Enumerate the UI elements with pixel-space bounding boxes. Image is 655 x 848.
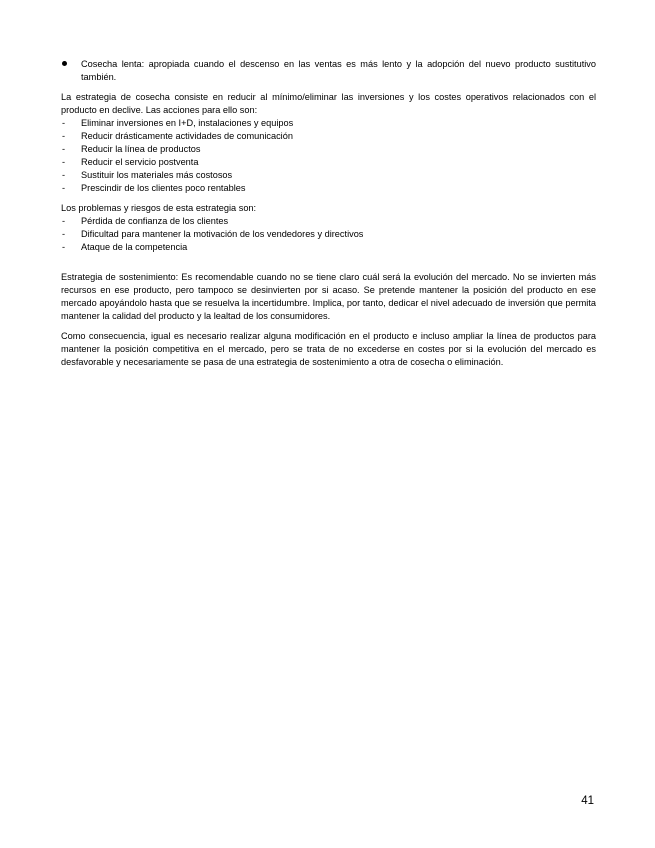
risks-intro: Los problemas y riesgos de esta estrategia son: [61, 203, 257, 213]
list-item: - Reducir la línea de productos [61, 143, 596, 156]
bullet-dot-icon [62, 61, 67, 66]
consequence-paragraph: Como consecuencia, igual es necesario realizar alguna modificación en el producto e incluso ampliar la línea de productos para mantener la posición competitiva en el mercado, pero se trata de no excederse en costes por si la evolución del mercado es desfavorable y necesariamente se pasa de una estrategia de sostenimiento a otra de cosecha o eliminación. [61, 331, 596, 367]
list-item: - Pérdida de confianza de los clientes [61, 215, 596, 228]
list-item: - Reducir el servicio postventa [61, 156, 596, 169]
harvest-paragraph: La estrategia de cosecha consiste en reducir al mínimo/eliminar las inversiones y los costes operativos relacionados con el producto en declive. Las acciones para ello son: [61, 92, 596, 115]
page-body [61, 58, 596, 369]
list-item: - Dificultad para mantener la motivación de los vendedores y directivos [61, 228, 596, 241]
list-item: - Reducir drásticamente actividades de comunicación [61, 130, 596, 143]
harvest-actions-list [61, 117, 596, 195]
list-item: - Sustituir los materiales más costosos [61, 169, 596, 182]
list-item: - Eliminar inversiones en I+D, instalaciones y equipos [61, 117, 596, 130]
list-item: - Ataque de la competencia [61, 241, 596, 254]
bullet-cosecha-lenta [61, 58, 596, 84]
risks-list [61, 215, 596, 254]
sustain-paragraph: Estrategia de sostenimiento: Es recomendable cuando no se tiene claro cuál será la evolución del mercado. No se invierten más recursos en ese producto, pero tampoco se desinvierten por si acaso. Se pretende mantener la posición del producto en ese mercado apoyándolo hasta que se resuelva la incertidumbre. Implica, por tanto, dedicar el nivel adecuado de inversión que permita mantener la calidad del producto y la lealtad de los consumidores. [61, 272, 596, 321]
page-number: 41 [581, 795, 594, 807]
bullet-text: Cosecha lenta: apropiada cuando el descenso en las ventas es más lento y la adopción del nuevo producto sustitutivo también. [81, 59, 596, 82]
list-item: - Prescindir de los clientes poco rentables [61, 182, 596, 195]
